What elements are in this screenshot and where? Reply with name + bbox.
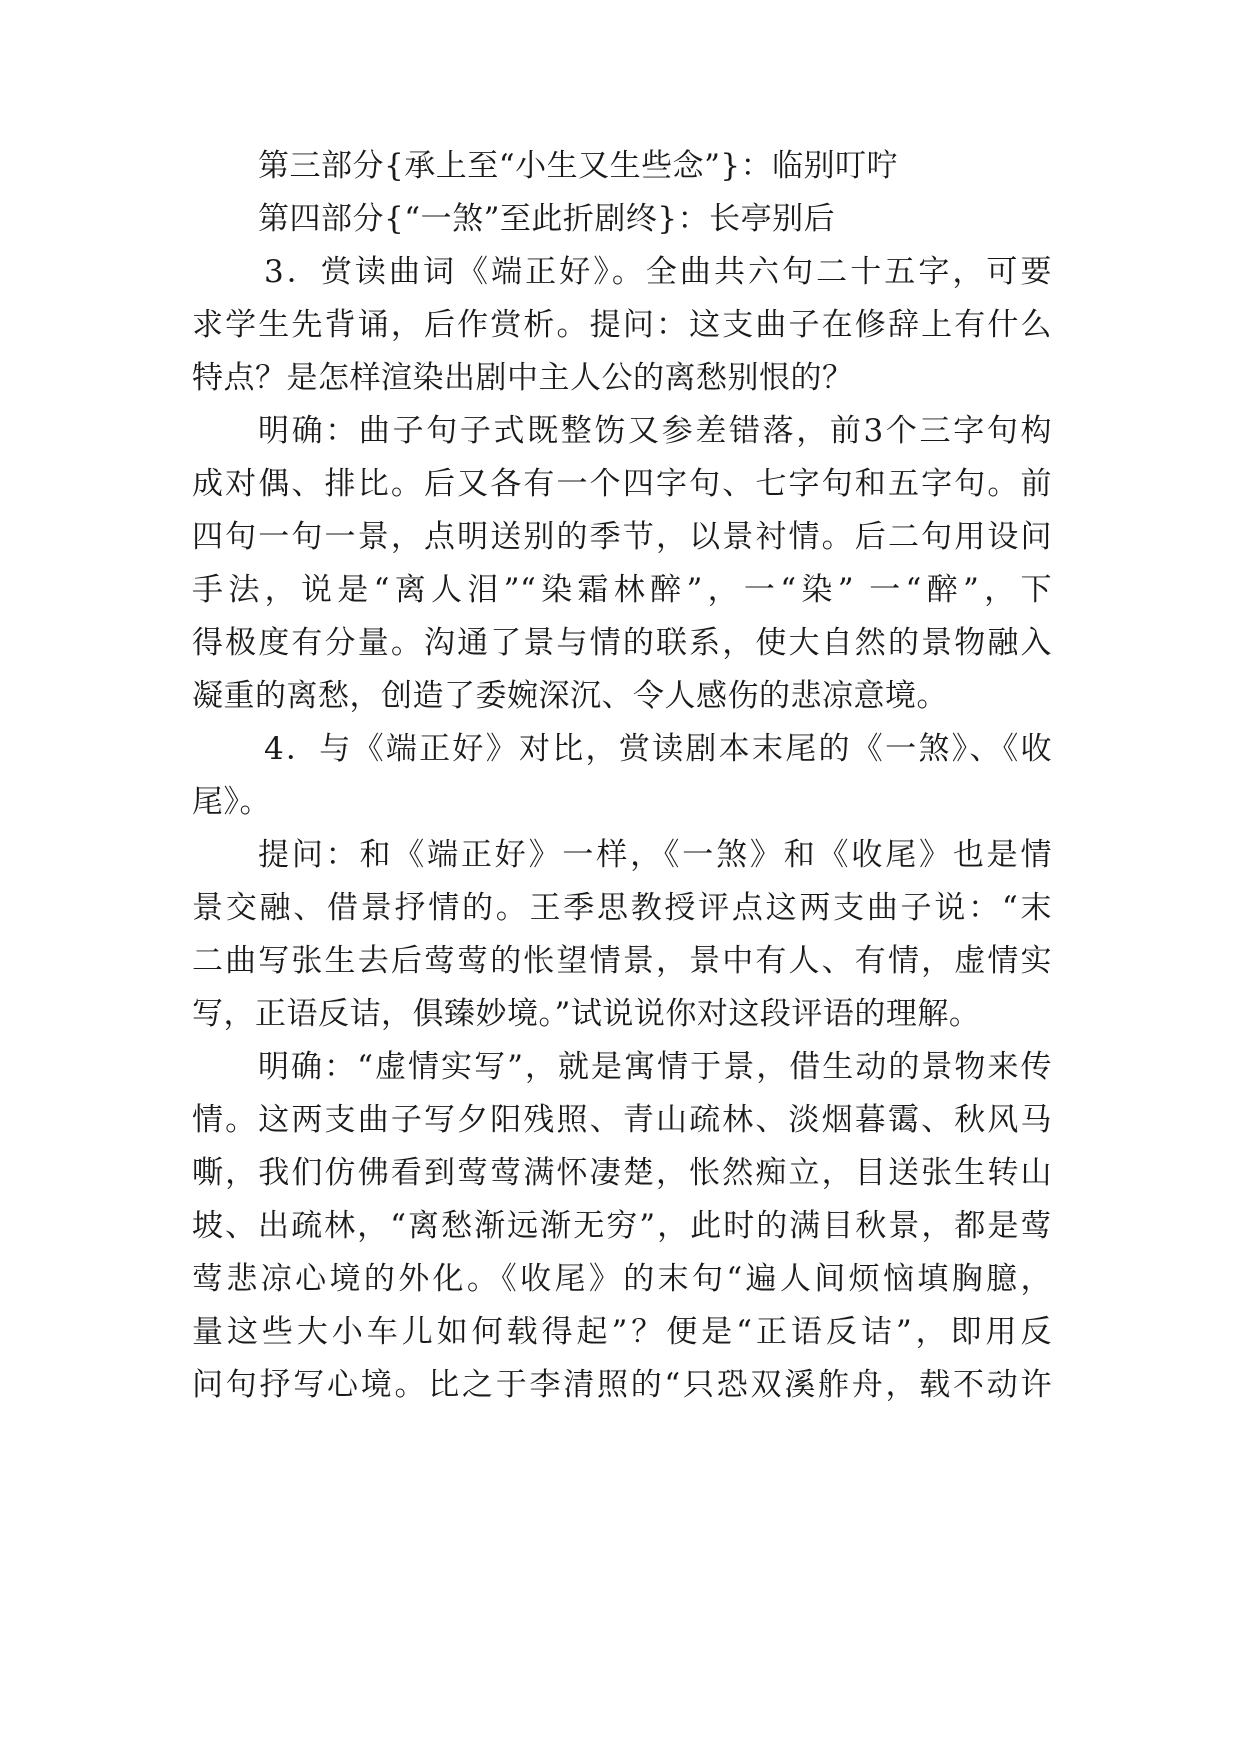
text-line: 莺悲凉心境的外化。《收尾》的末句“遍人间烦恼填胸臆， xyxy=(192,1261,1052,1297)
text-line: 景交融、借景抒情的。王季思教授评点这两支曲子说：“末 xyxy=(192,890,1052,926)
text-line: 坡、出疏林，“离愁渐远渐无穷”，此时的满目秋景，都是莺 xyxy=(192,1208,1052,1244)
text-line: 尾》。 xyxy=(192,784,271,820)
text-line-item-3: 3．赏读曲词《端正好》。全曲共六句二十五字，可要 xyxy=(264,254,1052,290)
text-line: 嘶，我们仿佛看到莺莺满怀凄楚，怅然痴立，目送张生转山 xyxy=(192,1155,1052,1191)
text-line: 写，正语反诘，俱臻妙境。”试说说你对这段评语的理解。 xyxy=(192,996,981,1032)
text-line: 量这些大小车儿如何载得起”？便是“正语反诘”，即用反 xyxy=(192,1314,1052,1350)
text-line-answer-2: 明确：“虚情实写”，就是寓情于景，借生动的景物来传 xyxy=(258,1049,1052,1085)
text-line-part-three: 第三部分{承上至“小生又生些念”}：临别叮咛 xyxy=(258,148,899,184)
text-line: 凝重的离愁，创造了委婉深沉、令人感伤的悲凉意境。 xyxy=(192,678,948,714)
text-line: 二曲写张生去后莺莺的怅望情景，景中有人、有情，虚情实 xyxy=(192,943,1052,979)
text-line: 特点？是怎样渲染出剧中主人公的离愁别恨的？ xyxy=(192,360,854,396)
text-line: 成对偶、排比。后又各有一个四字句、七字句和五字句。前 xyxy=(192,466,1052,502)
text-line: 手法，说是“离人泪”“染霜林醉”，一“染” 一“醉”，下 xyxy=(192,572,1052,608)
text-line-item-4: 4．与《端正好》对比，赏读剧本末尾的《一煞》、《收 xyxy=(264,731,1052,767)
text-line: 情。这两支曲子写夕阳残照、青山疏林、淡烟暮霭、秋风马 xyxy=(192,1102,1052,1138)
text-line-part-four: 第四部分{“一煞”至此折剧终}：长亭别后 xyxy=(258,201,836,237)
text-line: 求学生先背诵，后作赏析。提问：这支曲子在修辞上有什么 xyxy=(192,307,1052,343)
text-line: 问句抒写心境。比之于李清照的“只恐双溪舴舟，载不动许 xyxy=(192,1367,1052,1403)
text-line-question: 提问：和《端正好》一样，《一煞》和《收尾》也是情 xyxy=(258,837,1052,873)
text-line: 得极度有分量。沟通了景与情的联系，使大自然的景物融入 xyxy=(192,625,1052,661)
text-line-answer-1: 明确：曲子句子式既整饬又参差错落，前3个三字句构 xyxy=(258,413,1052,449)
text-line: 四句一句一景，点明送别的季节，以景衬情。后二句用设问 xyxy=(192,519,1052,555)
